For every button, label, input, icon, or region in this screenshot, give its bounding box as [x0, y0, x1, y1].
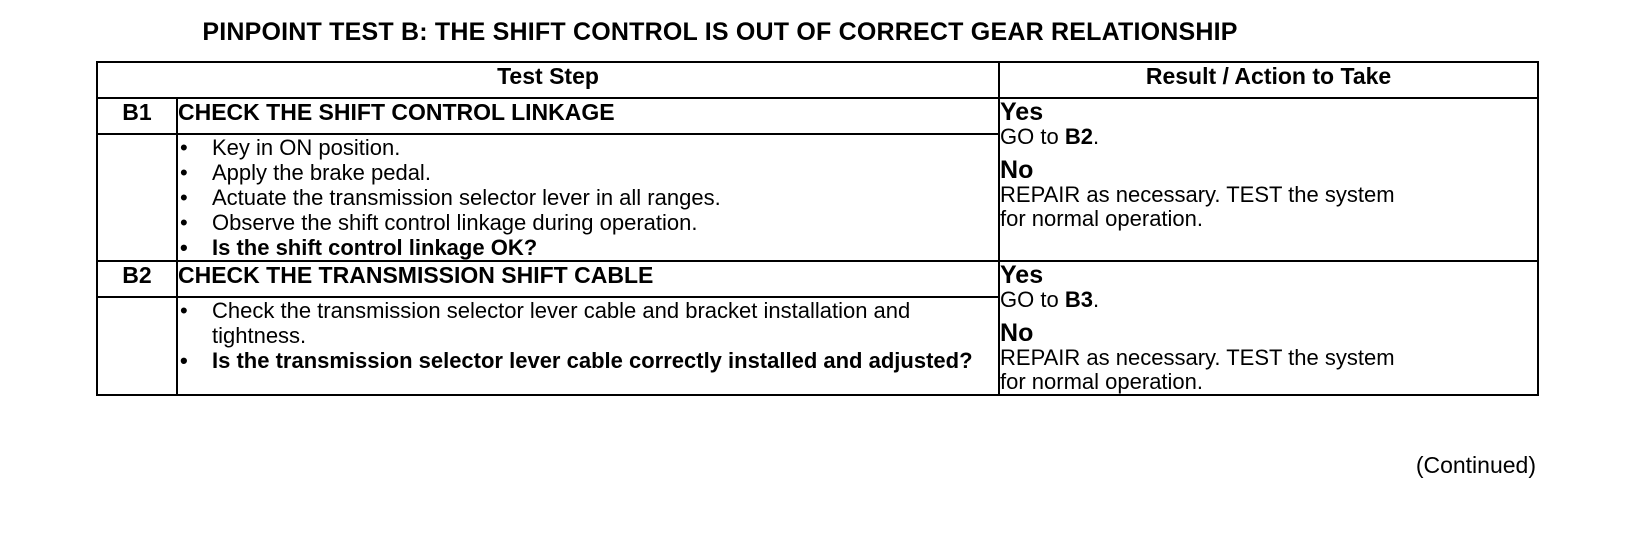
step-id: B2 [97, 261, 177, 297]
result-yes-label: Yes [1000, 261, 1044, 289]
result-yes-target: B3 [1064, 287, 1093, 312]
result-no-label: No [1000, 319, 1034, 347]
pinpoint-test-table [96, 61, 1539, 396]
step-id: B1 [97, 98, 177, 134]
result-no-action-line2: for normal operation. [1000, 206, 1204, 231]
list-item: • Check the transmission selector lever cable and bracket installation and tightness. [180, 298, 911, 348]
bullet-icon: • [180, 185, 188, 210]
bullet-icon: • [180, 235, 188, 260]
result-no-action-line1: REPAIR as necessary. TEST the system [1000, 182, 1395, 207]
result-no-action-line1: REPAIR as necessary. TEST the system [1000, 345, 1395, 370]
continued-note: (Continued) [1415, 452, 1536, 478]
bullet-icon: • [180, 210, 188, 235]
step-title: CHECK THE TRANSMISSION SHIFT CABLE [177, 261, 999, 297]
list-item: • Actuate the transmission selector lever in all ranges. [180, 185, 721, 210]
result-yes-action: GO to B2. [1000, 124, 1100, 149]
step-title: CHECK THE SHIFT CONTROL LINKAGE [177, 98, 999, 134]
step-instructions [177, 297, 999, 395]
header-result-action: Result / Action to Take [999, 62, 1538, 98]
list-item: • Key in ON position. [180, 135, 401, 160]
bullet-list [178, 135, 998, 260]
result-no-label: No [1000, 156, 1034, 184]
step-id-spacer [97, 134, 177, 261]
list-item-question: • Is the transmission selector lever cable correctly installed and adjusted? [180, 348, 973, 373]
bullet-list [178, 298, 998, 373]
step-id-spacer [97, 297, 177, 395]
step-instructions [177, 134, 999, 261]
step-title-row [97, 98, 1538, 134]
result-yes-label: Yes [1000, 98, 1044, 126]
bullet-icon: • [180, 160, 188, 185]
step-title-row [97, 261, 1538, 297]
step-result [999, 261, 1538, 395]
table-header-row [97, 62, 1538, 98]
step-result [999, 98, 1538, 261]
bullet-icon: • [180, 298, 188, 323]
list-item: • Apply the brake pedal. [180, 160, 431, 185]
result-yes-target: B2 [1064, 124, 1093, 149]
result-no-action-line2: for normal operation. [1000, 369, 1204, 394]
bullet-icon: • [180, 135, 188, 160]
list-item: • Observe the shift control linkage during operation. [180, 210, 698, 235]
bullet-icon: • [180, 348, 188, 373]
page-title: PINPOINT TEST B: THE SHIFT CONTROL IS OUT OF CORRECT GEAR RELATIONSHIP [202, 18, 1238, 46]
result-yes-action: GO to B3. [1000, 287, 1100, 312]
header-test-step: Test Step [97, 62, 999, 98]
list-item-question: • Is the shift control linkage OK? [180, 235, 538, 260]
